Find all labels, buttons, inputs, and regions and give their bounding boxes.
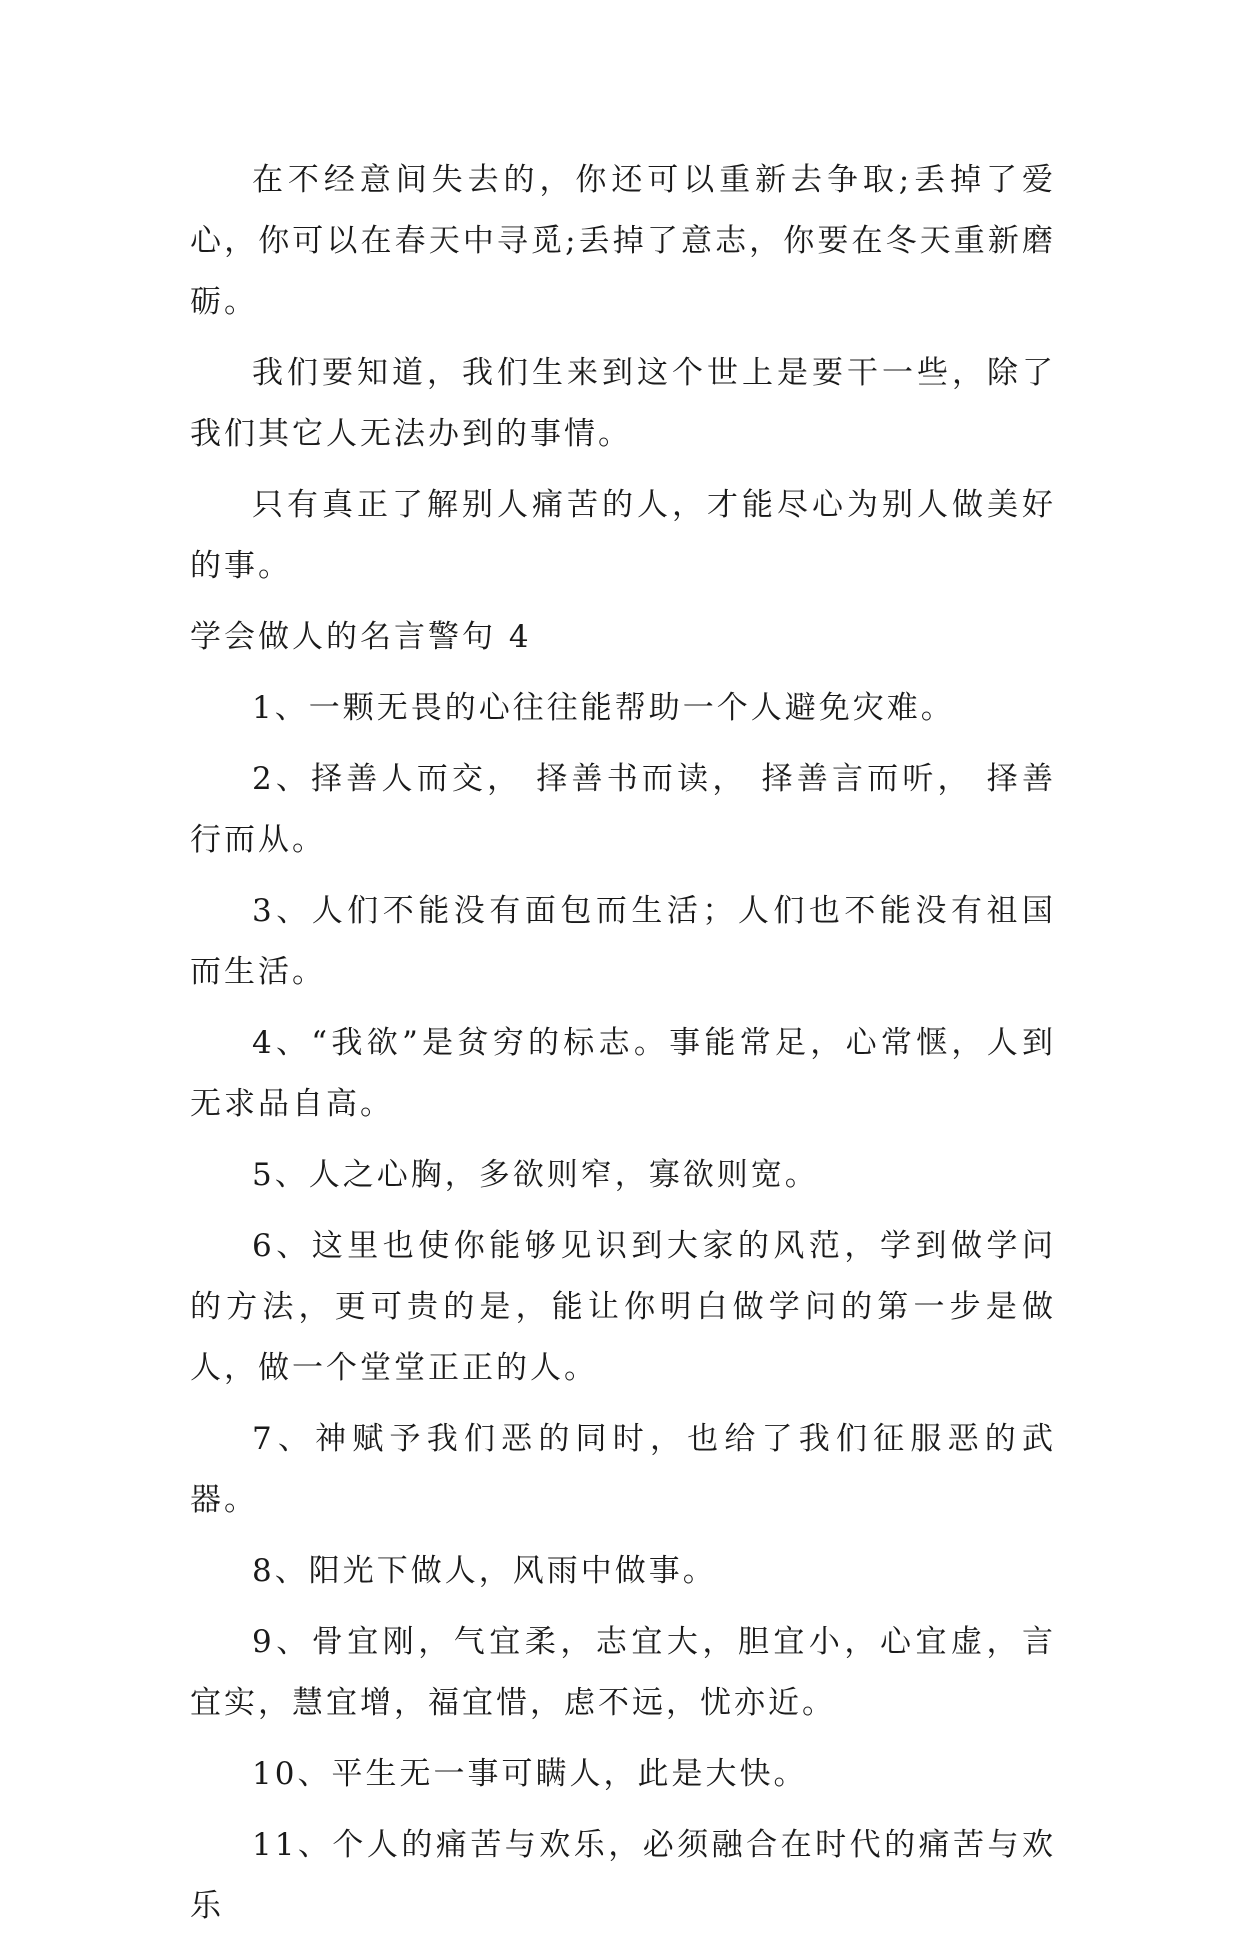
quote-item-11: 11、个人的痛苦与欢乐，必须融合在时代的痛苦与欢乐 [190,1827,1056,1924]
quote-item-4: 4、“我欲”是贫穷的标志。事能常足，心常惬，人到无求品自高。 [190,1025,1056,1122]
quote-item-10: 10、平生无一事可瞒人，此是大快。 [252,1756,808,1792]
quote-item-5: 5、人之心胸，多欲则窄，寡欲则宽。 [252,1157,819,1193]
quote-item-2: 2、择善人而交， 择善书而读， 择善言而听， 择善行而从。 [190,761,1056,858]
quote-item-6: 6、这里也使你能够见识到大家的风范，学到做学问的方法，更可贵的是，能让你明白做学问的第一步是做人，做一个堂堂正正的人。 [190,1228,1056,1386]
quote-item-1: 1、一颗无畏的心往往能帮助一个人避免灾难。 [252,690,955,726]
paragraph-understand-pain: 只有真正了解别人痛苦的人，才能尽心为别人做美好的事。 [190,487,1056,584]
quote-item-8: 8、阳光下做人，风雨中做事。 [252,1553,717,1589]
section-heading: 学会做人的名言警句 4 [190,619,532,655]
paragraph-lost-and-regain: 在不经意间失去的，你还可以重新去争取;丢掉了爱心，你可以在春天中寻觅;丢掉了意志，你要在冬天重新磨砺。 [190,162,1056,320]
paragraph-purpose-in-world: 我们要知道，我们生来到这个世上是要干一些，除了我们其它人无法办到的事情。 [190,355,1056,452]
quote-item-3: 3、人们不能没有面包而生活；人们也不能没有祖国而生活。 [190,893,1056,990]
quote-item-7: 7、神赋予我们恶的同时，也给了我们征服恶的武器。 [190,1421,1056,1518]
document-page [190,150,1056,1947]
quote-item-9: 9、骨宜刚，气宜柔，志宜大，胆宜小，心宜虚，言宜实，慧宜增，福宜惜，虑不远，忧亦近。 [190,1624,1056,1721]
